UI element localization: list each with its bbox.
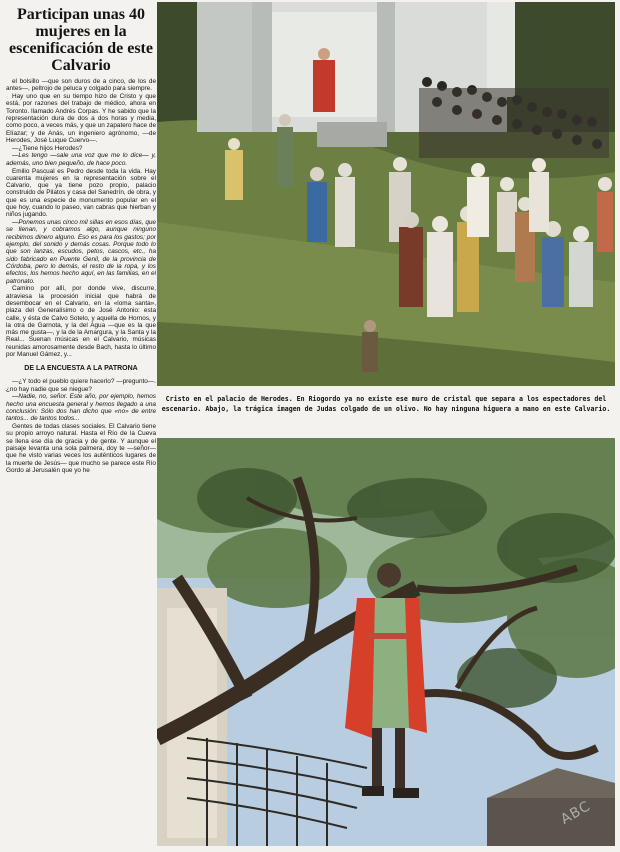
- subheading: DE LA ENCUESTA A LA PATRONA: [24, 365, 138, 373]
- article-column: [6, 6, 156, 846]
- paragraph: Gentes de todas clases sociales. El Calvario tiene su propio arroyo natural. Hasta el Río de la Cueva se llena ese día de gracia y de gente. Y aunque el paisaje levanta una sola palmera, doy te —señor— que he visto varias veces los auténticos lugares de la muerte de Jesús— que mucho se parece este Río Gordo al Jerusalén que yo he: [6, 423, 156, 474]
- article-body: [6, 78, 156, 474]
- photo-herodes-illustration: [157, 2, 615, 386]
- paragraph: Emilio Pascual es Pedro desde toda la vida. Hay cuarenta mujeres en la representación sobre el Calvario, que ya tiene pozo propio, palacio construido de Pilatos y casa del Sanedrín, de obra, y que es una especie de monumento popular en el que hoy, cuando lo paseo, van cabras que hierban y niños jugando.: [6, 167, 156, 219]
- watermark: ABC: [558, 798, 594, 828]
- paragraph: —¿Y todo el pueblo quiere hacerlo? —pregunto—. ¿no hay nadie que se niegue?: [6, 378, 156, 393]
- paragraph: Hay uno que en su tiempo hizo de Cristo y que está, por razones del trabajo de médico, ahora en Toronto. llamado Andrés Corpas. Y he sabido que la representación dura de dos a dos horas y media, como poco, a veces más, y que un zapatero hace de Elíazar; y de Anás, un ingeniero agrónomo, —de Herodes, José Luque Cuervo—.: [6, 93, 156, 144]
- paragraph: —Nadie, no, señor. Este año, por ejemplo, hemos hecho una encuesta general y hemos llegado a una conclusión: Sólo dos han dicho que «no» de entre tantos... de tantos todos...: [6, 393, 156, 423]
- photo-caption: Cristo en el palacio de Herodes. En Riogordo ya no existe ese muro de cristal que separa a los espectadores del escenario. Abajo, la trágica imagen de Judas colgado de un olivo. No hay ninguna higuera a mano en este Calvario.: [161, 395, 611, 413]
- paragraph: —Ponemos unas cinco mil sillas en esos días, que se llenan, y cobramos algo, aunque ninguno recibimos dinero alguno. Eso es para los gastos; por ejemplo, del sonido y demás cosas. Porque todo lo que son lanzas, escudos, petos, cascos, etc., ha sido fabricado en Puente Genil, de la provincia de Córdoba, pero lo demás, el resto de la ropa, y los efectos, los hemos hecho aquí, en las familias, en el patronato.: [6, 219, 156, 285]
- photo-judas-illustration: [157, 438, 615, 846]
- photo-judas-olive-tree: [157, 438, 615, 846]
- paragraph: —Les tengo —sale una voz que me lo dice— y, además, uno bien pequeño, de hace poco.: [6, 152, 156, 167]
- paragraph: —¿Tiene hijos Herodes?: [12, 144, 83, 152]
- paragraph: el bolsillo —que son duros de a cinco, de los de antes—, peltrojo de peluca y colgado para siempre.: [6, 78, 156, 93]
- photo-herodes-palace: [157, 2, 615, 386]
- paragraph: Camino por allí, por donde vive, discurre, atraviesa la procesión inicial que habrá de desembocar en el Calvario, en la «loma santa», plaza del Generalísimo o de José Antonio: esta calle, y ésta de Calvo Sotelo, y aquella de Hornos, y la otra de Garnota, y la del Agua —que es la que más me gusta—, y la de la Amargura, y la Santa y la Real... Suenan músicas en el Calvario, músicas reunidas amorosamente desde Bach, hasta lo último por Manuel Gámez, y...: [6, 285, 156, 358]
- headline: Participan unas 40 mujeres en la escenificación de este Calvario: [9, 6, 153, 74]
